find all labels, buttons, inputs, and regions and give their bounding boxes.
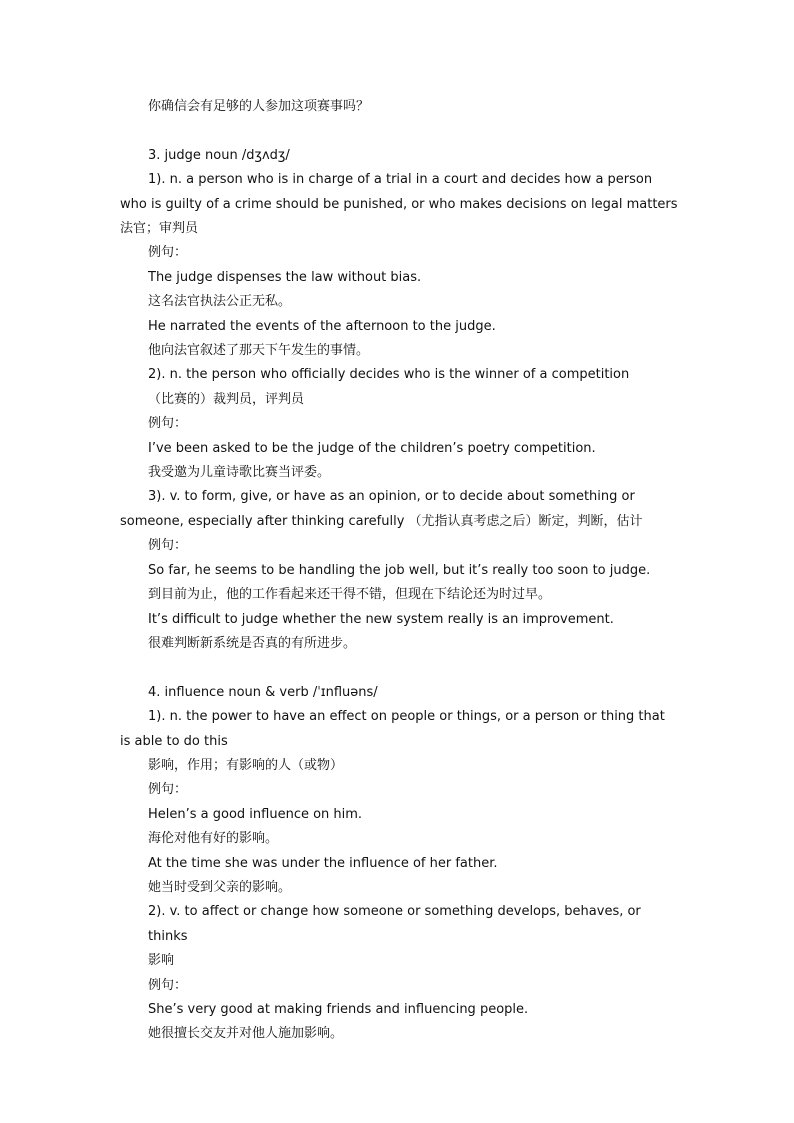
entry-heading: 4. influence noun & verb /ˈɪnfluəns/: [148, 684, 378, 700]
example-chinese: 她很擅长交友并对他人施加影响。: [148, 1026, 344, 1042]
example-label: 例句：: [148, 538, 188, 554]
sense-definition: 2). n. the person who officially decides who is the winner of a competition: [148, 367, 630, 383]
sense-translation: 影响，作用；有影响的人（或物）: [148, 757, 344, 773]
example-english: So far, he seems to be handling the job well, but it’s really too soon to judge.: [148, 562, 651, 578]
example-english: The judge dispenses the law without bias.: [148, 269, 422, 285]
sense-definition: 2). v. to affect or change how someone or something develops, behaves, or thinks: [148, 904, 641, 944]
example-english: Helen’s a good influence on him.: [148, 806, 363, 822]
example-chinese: 他向法官叙述了那天下午发生的事情。: [148, 343, 370, 359]
sense-definition: 1). n. a person who is in charge of a trial in a court and decides how a person who is guilty of a crime should be punished, or who makes decisions on legal matters 法官；审判员: [120, 172, 678, 237]
example-english: At the time she was under the influence of her father.: [148, 855, 498, 871]
example-chinese: 这名法官执法公正无私。: [148, 294, 292, 310]
example-label: 例句：: [148, 977, 188, 993]
example-label: 例句：: [148, 416, 188, 432]
example-chinese: 很难判断新系统是否真的有所进步。: [148, 635, 357, 651]
sense-definition: 1). n. the power to have an effect on people or things, or a person or thing that is able to do this: [120, 709, 665, 749]
example-english: She’s very good at making friends and influencing people.: [148, 1002, 529, 1017]
example-chinese: 海伦对他有好的影响。: [148, 831, 279, 847]
entry-judge: [120, 144, 678, 657]
example-chinese: 到目前为止，他的工作看起来还干得不错，但现在下结论还为时过早。: [148, 587, 552, 603]
example-chinese: 她当时受到父亲的影响。: [148, 879, 292, 895]
entry-influence: [120, 681, 678, 1047]
document-body: [120, 95, 678, 1047]
sense-translation: （比赛的）裁判员，评判员: [148, 391, 305, 407]
example-english: It’s difficult to judge whether the new system really is an improvement.: [148, 611, 614, 627]
example-label: 例句：: [148, 782, 188, 798]
spacer: [120, 656, 678, 680]
entry-heading: 3. judge noun /dʒʌdʒ/: [148, 147, 290, 163]
example-english: I’ve been asked to be the judge of the children’s poetry competition.: [148, 440, 596, 456]
intro-translation: 你确信会有足够的人参加这项赛事吗？: [148, 99, 370, 114]
sense-translation: 影响: [148, 953, 175, 969]
example-english: He narrated the events of the afternoon to the judge.: [148, 318, 496, 334]
example-chinese: 我受邀为儿童诗歌比赛当评委。: [148, 465, 331, 481]
sense-definition: 3). v. to form, give, or have as an opinion, or to decide about something or someone, especially after thinking carefully （尤指认真考虑之后）断定，判断，估计: [120, 489, 643, 529]
example-label: 例句：: [148, 245, 188, 261]
spacer: [120, 119, 678, 143]
